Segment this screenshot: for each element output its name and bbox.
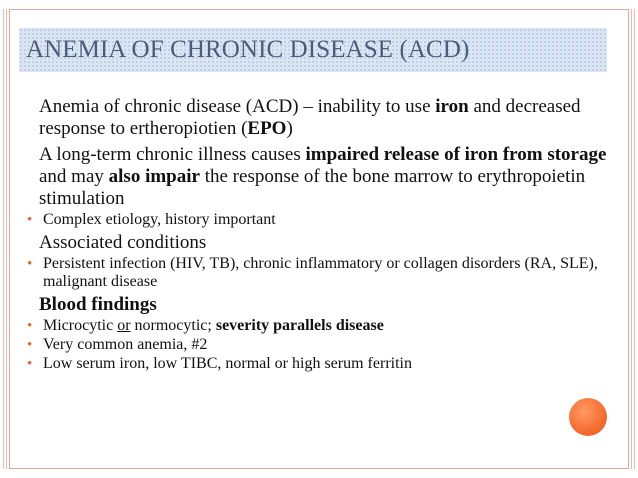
text-run: also impair <box>108 166 200 187</box>
list-item-text <box>39 232 617 254</box>
decorative-orange-circle <box>569 398 607 436</box>
text-run: iron <box>435 96 469 117</box>
sub-list-item <box>17 336 617 354</box>
text-run: Persistent infection (HIV, TB), chronic inflammatory or collagen disorders (RA, SLE), malignant disease <box>43 255 598 290</box>
list-item <box>17 294 617 316</box>
text-run: and may <box>39 166 109 187</box>
sub-bullet-marker-icon: • <box>27 212 33 228</box>
left-decorative-stripe-inner <box>6 9 7 469</box>
sub-list-item <box>17 355 617 373</box>
sub-list-item <box>17 317 617 335</box>
sub-bullet-marker-icon: • <box>27 356 33 372</box>
list-item-text <box>43 211 617 229</box>
list-item <box>17 144 617 210</box>
text-run: or <box>117 317 131 334</box>
text-run: Low serum iron, low TIBC, normal or high serum ferritin <box>43 355 412 372</box>
list-item <box>17 96 617 140</box>
text-run: EPO <box>247 118 287 139</box>
text-run: Associated conditions <box>39 232 207 253</box>
sub-bullet-marker-icon: • <box>27 337 33 353</box>
text-run: A long-term chronic illness causes <box>39 144 306 165</box>
list-item-text <box>39 144 617 210</box>
list-item-text <box>39 294 617 316</box>
text-run: and decreased response to ertheropiotien ( <box>39 96 581 139</box>
list-item <box>17 232 617 254</box>
text-run: Microcytic <box>43 317 118 334</box>
bullet-list <box>17 96 617 373</box>
right-decorative-stripe <box>631 9 632 469</box>
text-run: Anemia of chronic disease (ACD) – inability to use <box>39 96 436 117</box>
text-run: ) <box>286 118 293 139</box>
slide-title: ANEMIA OF CHRONIC DISEASE (ACD) <box>26 36 470 63</box>
text-run: Complex etiology, history important <box>43 211 276 228</box>
text-run: impaired release of iron from storage <box>305 144 607 165</box>
sub-list-item <box>17 211 617 229</box>
sub-bullet-marker-icon: • <box>27 318 33 334</box>
list-item-text <box>43 336 617 354</box>
right-decorative-stripe-outer <box>634 9 635 469</box>
sub-list-item <box>17 255 617 291</box>
list-item-text <box>43 355 617 373</box>
text-run: normocytic; <box>130 317 216 334</box>
text-run: Blood findings <box>39 294 157 315</box>
list-item-text <box>39 96 617 140</box>
text-run: severity parallels disease <box>215 317 384 334</box>
list-item-text <box>43 255 617 291</box>
list-item-text <box>43 317 617 335</box>
left-decorative-stripe <box>3 9 4 469</box>
text-run: the response of the bone marrow to erythropoietin stimulation <box>39 166 586 209</box>
sub-bullet-marker-icon: • <box>27 256 33 272</box>
text-run: Very common anemia, #2 <box>43 336 208 353</box>
